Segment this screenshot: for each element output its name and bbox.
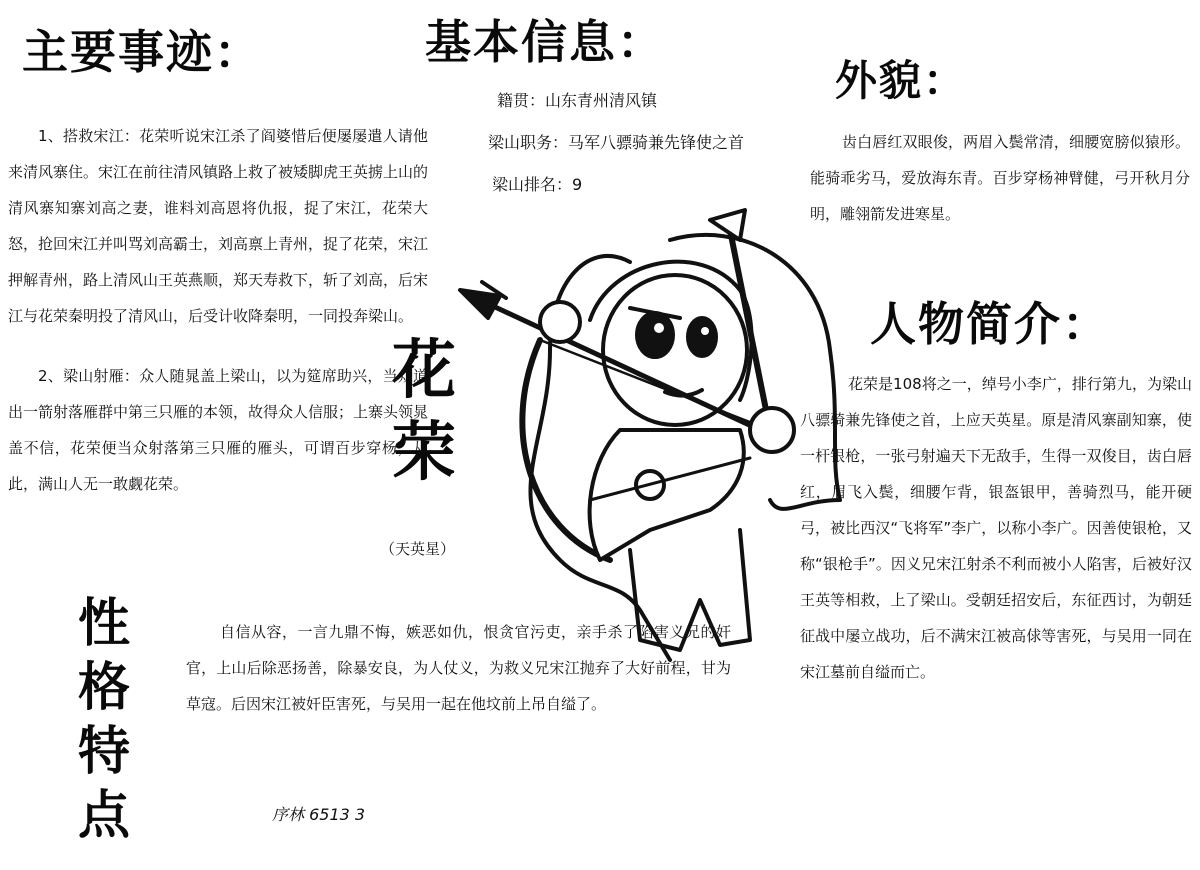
personality-char-2: 格 [78,657,131,718]
name-char-1: 花 [392,333,456,408]
personality-char-3: 特 [78,721,131,782]
main-deeds-heading: 主要事迹： [22,25,262,79]
profile-text: 花荣是108将之一，绰号小李广，排行第九，为梁山八骠骑兼先锋使之首，上应天英星。原是清风寨副知寨，使一杆银枪，一张弓射遍天下无敌手，生得一双俊目，齿白唇红，眉飞入鬓，细腰乍背，银盔银甲，善骑烈马，能开硬弓，被比西汉“飞将军”李广，以称小李广。因善使银枪，又称“银枪手”。因义兄宋江射杀不利而被小人陷害，后被好汉王英等相救，上了梁山。受朝廷招安后，东征西讨，为朝廷征战中屡立战功，后不满宋江被高俅等害死，与吴用一同在宋江墓前自缢而亡。 [800,375,1192,681]
personality-text: 自信从容，一言九鼎不悔，嫉恶如仇，恨贪官污吏，亲手杀了陷害义兄的奸官，上山后除恶扬善，除暴安良，为人仗义，为救义兄宋江抛弃了大好前程，甘为草寇。后因宋江被奸臣害死，与吴用一起在他坟前上吊自缢了。 [186,623,731,713]
signature: 序林 6513 3 [272,805,366,824]
deed-shoot-geese: 2、梁山射雁：众人随晁盖上梁山，以为筵席助兴，当众道出一箭射落雁群中第三只雁的本领，故得众人信服；上寨头领晁盖不信，花荣便当众射落第三只雁的雁头，可谓百步穿杨，从此，满山人无一敢觑花荣。 [8,367,429,493]
legs [630,530,750,650]
right-eye [688,318,716,356]
personality-heading [78,592,130,848]
appearance-heading: 外貌： [835,56,968,105]
profile-heading: 人物简介： [870,297,1110,351]
main-deeds-text [8,118,428,502]
basic-info-heading: 基本信息： [425,15,665,69]
personality-char-1: 性 [78,593,131,654]
left-hand [540,302,580,342]
arrow-head [460,290,500,318]
staff [730,230,770,430]
left-eye [637,313,673,357]
appearance-text: 齿白唇红双眼俊，两眉入鬓常清，细腰宽膀似猿形。能骑乖劣马，爱放海东青。百步穿杨神臂健，弓开秋月分明，雕翎箭发进寒星。 [810,133,1190,223]
name-char-2: 荣 [392,415,456,490]
character-star: （天英星） [380,540,456,558]
deed-rescue-songjiang: 1、搭救宋江：花荣听说宋江杀了阎婆惜后便屡屡遣人请他来清风寨住。宋江在前往清风镇路上救了被矮脚虎王英掳上山的清风寨知寨刘高之妻，谁料刘高恩将仇报，捉了宋江，花荣大怒，抢回宋江并叫骂刘高霸士，刘高禀上青州，捉了花荣，宋江押解青州，路上清风山王英燕顺，郑天寿救下，斩了刘高，后宋江与花荣秦明投了清风山，后受计收降秦明，一同投奔梁山。 [8,127,429,325]
hometown-line: 籍贯：山东青州清风镇 [497,91,658,110]
personality-char-4: 点 [78,785,131,846]
archer-illustration [440,200,860,670]
post-line: 梁山职务：马军八骠骑兼先锋使之首 [488,133,745,152]
face [603,275,747,425]
right-hand [750,408,794,452]
rank-line: 梁山排名：9 [492,175,583,194]
